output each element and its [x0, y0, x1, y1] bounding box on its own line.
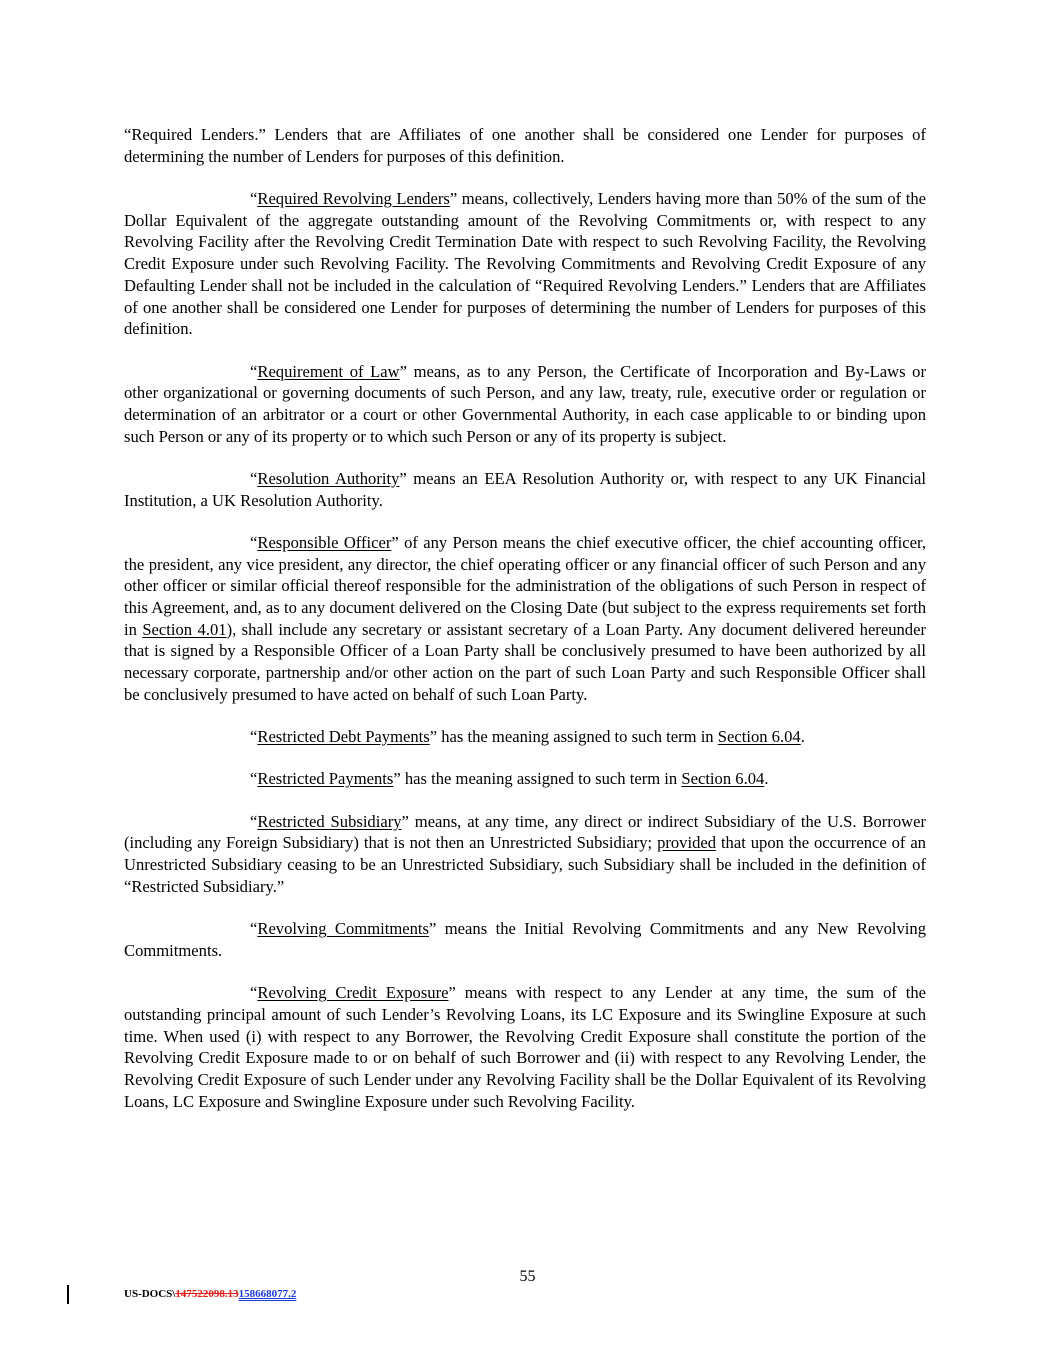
defined-term: Section 6.04	[681, 769, 765, 789]
definition-paragraph	[124, 188, 926, 340]
change-bar	[67, 1285, 69, 1304]
paragraph-text: “	[250, 983, 258, 1003]
paragraph-text: ” means with respect to any Lender at any time, the sum of the outstanding principal amount of such Lender’s Revolving Loans, its LC Exposure and its Swingline Exposure at such time. When used (i) with respect to any Borrower, the Revolving Credit Exposure shall constitute the portion of the Revolving Credit Exposure made to or on behalf of such Borrower and (ii) with respect to any Revolving Lender, the Revolving Credit Exposure of such Lender under any Revolving Facility shall be the Dollar Equivalent of its Revolving Loans, LC Exposure and Swingline Exposure under such Revolving Facility.	[124, 983, 926, 1111]
footer-inserted-id: 158668077.2	[238, 1288, 297, 1300]
definition-paragraph	[124, 124, 926, 167]
paragraph-text: ), shall include any secretary or assistant secretary of a Loan Party. Any document delivered hereunder that is signed by a Responsible Officer of a Loan Party shall be conclusively presumed to have been authorized by all necessary corporate, partnership and/or other action on the part of such Loan Party and such Responsible Officer shall be conclusively presumed to have acted on behalf of such Loan Party.	[124, 619, 926, 704]
defined-term: Restricted Debt Payments	[257, 727, 430, 747]
paragraph-text: ” has the meaning assigned to such term in	[429, 727, 718, 747]
paragraph-text: “	[250, 811, 258, 831]
defined-term: Revolving Commitments	[257, 919, 429, 939]
paragraph-text: ” means, at any time, any direct or indirect Subsidiary of the U.S. Borrower (including any Foreign Subsidiary) that is not then an Unrestricted Subsidiary;	[124, 811, 926, 853]
paragraph-text: “Required Lenders.” Lenders that are Affiliates of one another shall be considered one Lender for purposes of determining the number of Lenders for purposes of this definition.	[124, 125, 926, 166]
paragraph-text: ” means an EEA Resolution Authority or, with respect to any UK Financial Institution, a UK Resolution Authority.	[124, 468, 927, 510]
definition-paragraph	[124, 532, 926, 706]
document-body	[124, 124, 926, 1133]
paragraph-text: .	[800, 727, 805, 747]
defined-term: Revolving Credit Exposure	[257, 983, 449, 1003]
defined-term: Required Revolving Lenders	[257, 189, 450, 208]
paragraph-text: that upon the occurrence of an Unrestricted Subsidiary ceasing to be an Unrestricted Subsidiary, such Subsidiary shall be included in the definition of “Restricted Subsidiary.”	[124, 833, 926, 896]
footer-deleted-id: 147522098.13	[175, 1288, 239, 1300]
paragraph-text: “	[250, 361, 258, 381]
defined-term: provided	[657, 833, 717, 853]
defined-term: Restricted Subsidiary	[257, 811, 402, 831]
definition-paragraph	[124, 982, 926, 1112]
paragraph-text: “	[250, 727, 258, 747]
definition-paragraph	[124, 768, 926, 790]
paragraph-text: “	[250, 468, 258, 488]
defined-term: Restricted Payments	[257, 769, 394, 789]
paragraph-text: “	[250, 769, 258, 789]
definition-paragraph	[124, 726, 926, 748]
paragraph-text: “	[250, 919, 258, 939]
footer-prefix: US-DOCS\	[124, 1288, 176, 1300]
doc-footer	[124, 1288, 296, 1300]
paragraph-text: ” means, as to any Person, the Certificate of Incorporation and By-Laws or other organizational or governing documents of such Person, and any law, treaty, rule, executive order or regulation or determination of an arbitrator or a court or other Governmental Authority, in each case applicable to or binding upon such Person or any of its property or to which such Person or any of its property is subject.	[124, 361, 926, 446]
paragraph-text: ” has the meaning assigned to such term in	[393, 769, 682, 789]
defined-term: Section 6.04	[717, 727, 801, 747]
defined-term: Section 4.01	[142, 619, 227, 639]
definition-paragraph	[124, 468, 926, 511]
paragraph-text: “	[250, 189, 258, 208]
definition-paragraph	[124, 918, 926, 961]
paragraph-text: ” means the Initial Revolving Commitments and any New Revolving Commitments.	[124, 919, 927, 960]
defined-term: Requirement of Law	[257, 361, 400, 381]
defined-term: Responsible Officer	[257, 532, 392, 552]
paragraph-text: “	[250, 532, 258, 552]
defined-term: Resolution Authority	[257, 468, 400, 488]
paragraph-text: .	[764, 769, 769, 789]
page-number: 55	[519, 1268, 536, 1285]
paragraph-text: ” of any Person means the chief executive officer, the chief accounting officer, the president, any vice president, any director, the chief operating officer or any financial officer of such Person and any other officer or similar official thereof responsible for the administration of the obligations of such Person in respect of this Agreement, and, as to any document delivered on the Closing Date (but subject to the express requirements set forth in	[124, 532, 927, 639]
paragraph-text: ” means, collectively, Lenders having more than 50% of the sum of the Dollar Equivalent of the aggregate outstanding amount of the Revolving Commitments or, with respect to any Revolving Facility after the Revolving Credit Termination Date with respect to such Revolving Facility, the Revolving Credit Exposure under such Revolving Facility. The Revolving Commitments and Revolving Credit Exposure of any Defaulting Lender shall not be included in the calculation of “Required Revolving Lenders.” Lenders that are Affiliates of one another shall be considered one Lender for purposes of determining the number of Lenders for purposes of this definition.	[124, 189, 926, 339]
definition-paragraph	[124, 811, 926, 898]
definition-paragraph	[124, 361, 926, 448]
